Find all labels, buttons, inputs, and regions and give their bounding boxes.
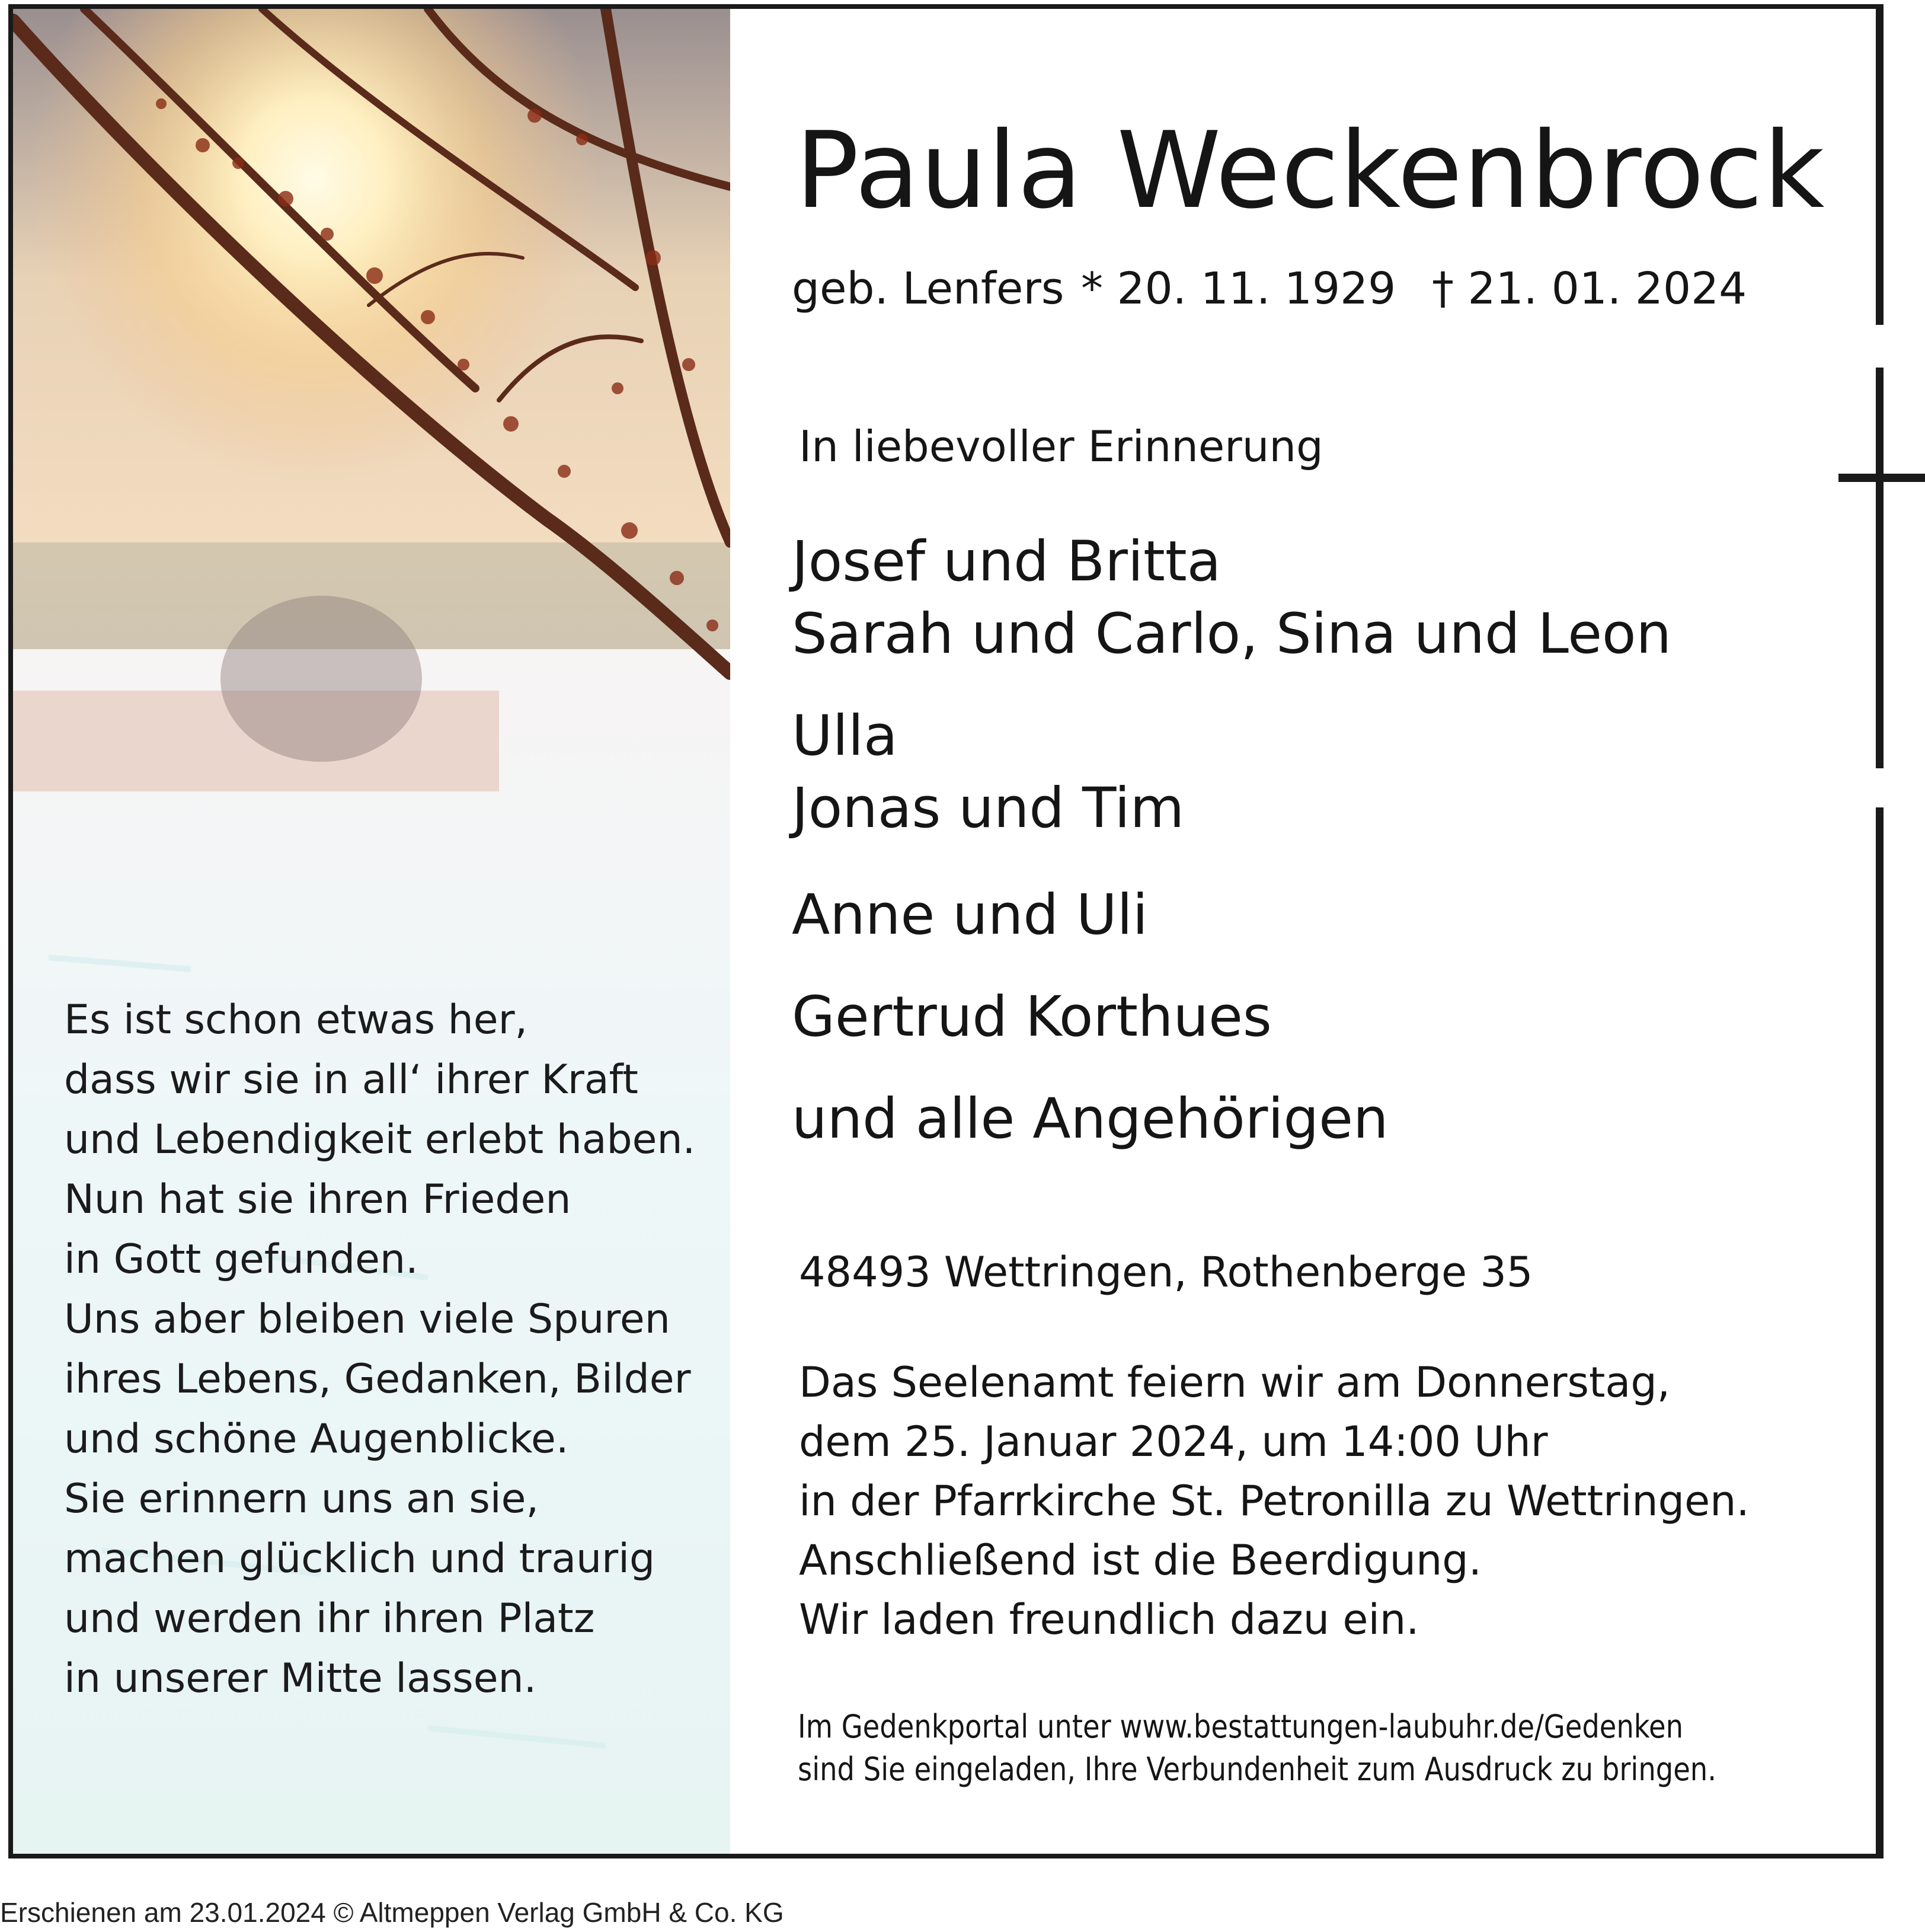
poem-line: in unserer Mitte lassen. xyxy=(64,1655,537,1702)
service-line: Anschließend ist die Beerdigung. xyxy=(799,1536,1482,1585)
memory-line: In liebevoller Erinnerung xyxy=(799,421,1323,471)
service-info xyxy=(799,1353,1750,1649)
service-line: dem 25. Januar 2024, um 14:00 Uhr xyxy=(799,1417,1548,1466)
frame-right-border-upper xyxy=(1876,4,1884,325)
poem-line: Uns aber bleiben viele Spuren xyxy=(64,1296,670,1343)
poem-line: Sie erinnern uns an sie, xyxy=(64,1476,539,1522)
poem-line: Es ist schon etwas her, xyxy=(64,997,528,1043)
deceased-name: Paula Weckenbrock xyxy=(795,109,1825,232)
poem-line: und Lebendigkeit erlebt haben. xyxy=(64,1116,696,1163)
service-line: Wir laden freundlich dazu ein. xyxy=(799,1595,1419,1644)
poem-line: Nun hat sie ihren Frieden xyxy=(64,1176,571,1223)
family-line: Jonas und Tim xyxy=(792,776,1185,841)
poem-line: in Gott gefunden. xyxy=(64,1236,418,1283)
portal-line: Im Gedenkportal unter www.bestattungen-laubuhr.de/Gedenken xyxy=(798,1708,1684,1745)
frame-right-border-lower xyxy=(1876,807,1884,1858)
poem-block xyxy=(64,990,695,1709)
family-line: Anne und Uli xyxy=(792,883,1148,947)
cross-vertical-bar xyxy=(1876,368,1884,768)
family-line: Ulla xyxy=(792,704,898,768)
poem-line: ihres Lebens, Gedanken, Bilder xyxy=(64,1356,691,1403)
frame-top-border xyxy=(8,4,1884,9)
birth-name: geb. Lenfers xyxy=(792,263,1064,314)
cross-horizontal-bar xyxy=(1838,474,1925,482)
address: 48493 Wettringen, Rothenberge 35 xyxy=(799,1248,1533,1296)
service-line: Das Seelenamt feiern wir am Donnerstag, xyxy=(799,1358,1670,1407)
publication-footer: Erschienen am 23.01.2024 © Altmeppen Verlag GmbH & Co. KG xyxy=(0,1897,784,1928)
birth-date: * 20. 11. 1929 xyxy=(1081,263,1396,314)
death-date: † 21. 01. 2024 xyxy=(1432,263,1747,314)
family-line: Gertrud Korthues xyxy=(792,985,1272,1049)
life-dates xyxy=(792,259,1747,318)
frame-left-border xyxy=(8,4,13,1858)
service-line: in der Pfarrkirche St. Petronilla zu Wettringen. xyxy=(799,1477,1750,1525)
family-line: Sarah und Carlo, Sina und Leon xyxy=(792,602,1672,666)
poem-line: und schöne Augenblicke. xyxy=(64,1416,569,1462)
portal-note xyxy=(798,1706,1716,1791)
frame-bottom-border xyxy=(8,1854,1884,1858)
poem-line: machen glücklich und traurig xyxy=(64,1535,655,1582)
portal-line: sind Sie eingeladen, Ihre Verbundenheit zum Ausdruck zu bringen. xyxy=(798,1751,1717,1788)
poem-line: dass wir sie in all‘ ihrer Kraft xyxy=(64,1056,638,1103)
family-line: Josef und Britta xyxy=(792,529,1221,594)
poem-line: und werden ihr ihren Platz xyxy=(64,1595,595,1642)
family-line: und alle Angehörigen xyxy=(792,1087,1389,1151)
